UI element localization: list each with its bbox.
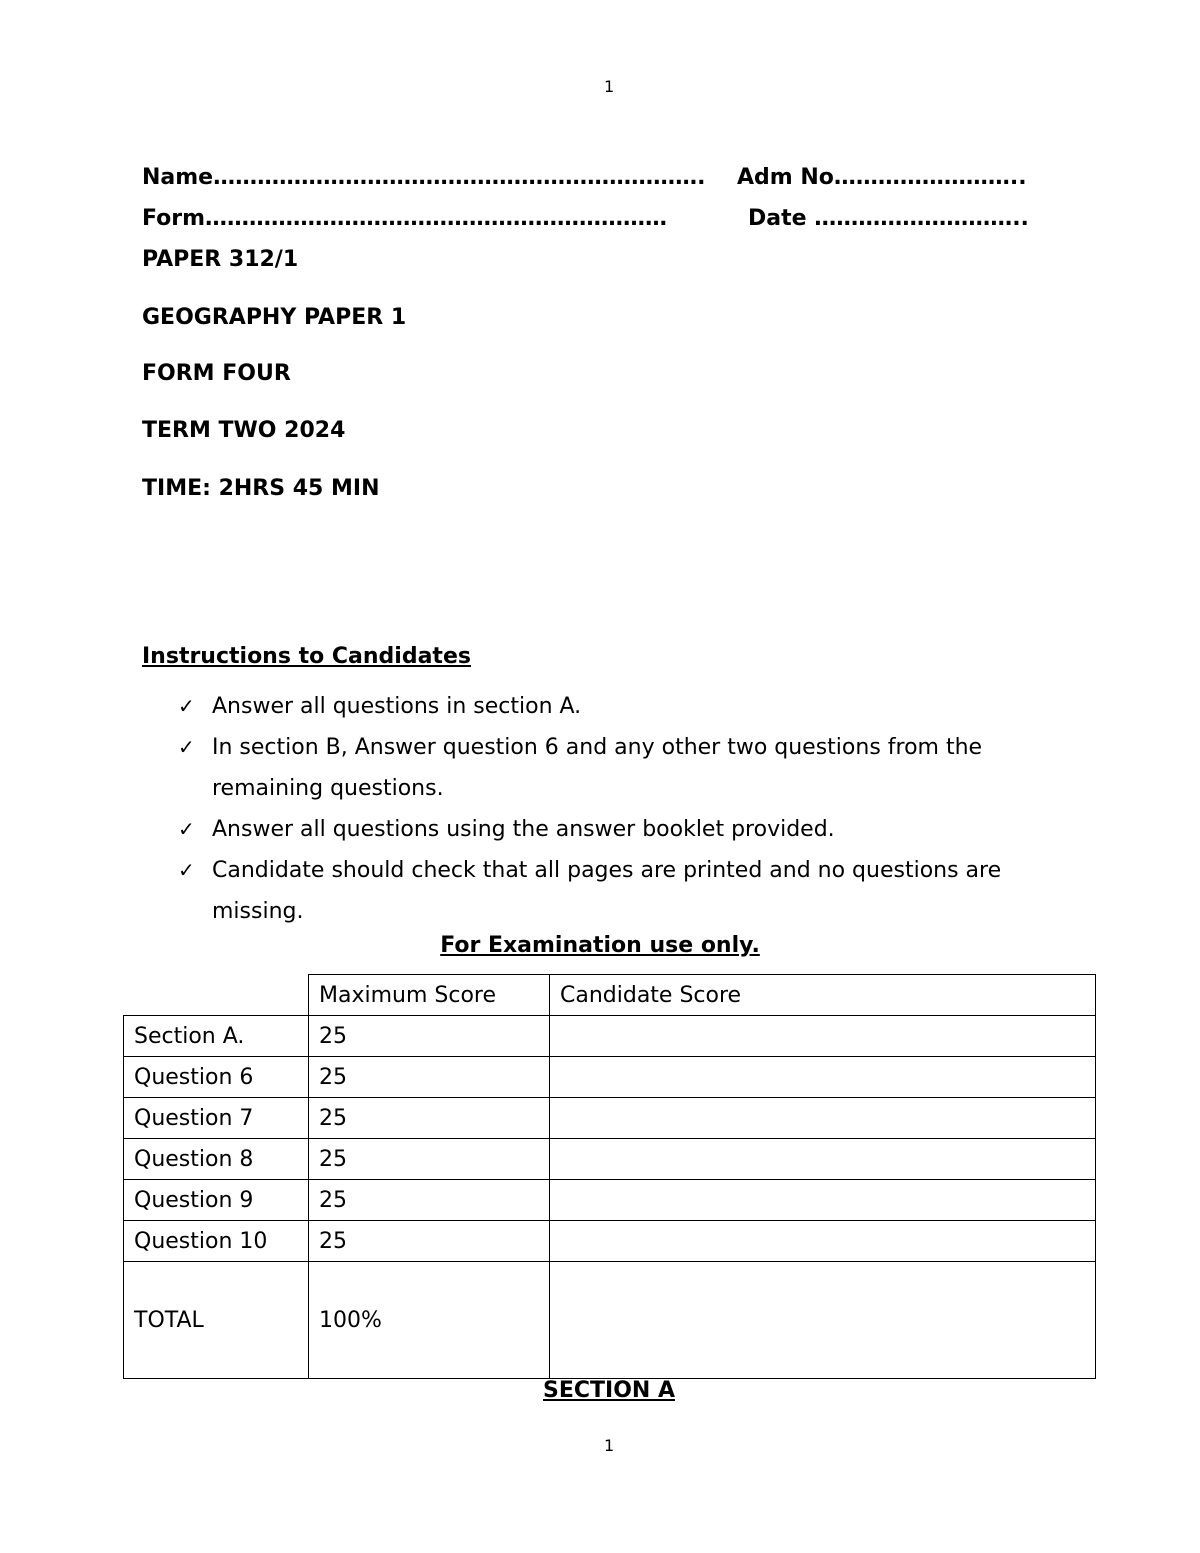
candidate-score-cell <box>550 1180 1096 1221</box>
page-number-top: 1 <box>604 77 615 96</box>
table-row <box>124 1098 1096 1139</box>
paper-term: TERM TWO 2024 <box>142 418 346 443</box>
max-score-cell: 25 <box>309 1139 550 1180</box>
form-field-label: Form……………………………………………………… <box>142 206 668 231</box>
total-max-cell: 100% <box>309 1262 550 1379</box>
max-score-cell: 25 <box>309 1221 550 1262</box>
paper-time: TIME: 2HRS 45 MIN <box>142 476 380 501</box>
table-header-cell: Maximum Score <box>309 975 550 1016</box>
candidate-score-cell <box>550 1139 1096 1180</box>
table-header-row <box>124 975 1096 1016</box>
section-a-heading: SECTION A <box>542 1378 675 1403</box>
check-icon: ✓ <box>178 694 195 718</box>
row-label-cell: Question 10 <box>124 1221 309 1262</box>
paper-form: FORM FOUR <box>142 361 291 386</box>
instructions-list <box>178 686 1078 932</box>
instruction-item <box>178 686 1078 727</box>
max-score-cell: 25 <box>309 1057 550 1098</box>
max-score-cell: 25 <box>309 1180 550 1221</box>
row-label-cell: Question 6 <box>124 1057 309 1098</box>
table-row <box>124 1057 1096 1098</box>
name-field-label: Name…………………………………………………………. <box>142 165 706 190</box>
table-row <box>124 1016 1096 1057</box>
instruction-text: Answer all questions using the answer booklet provided. <box>212 817 835 842</box>
check-icon: ✓ <box>178 858 195 882</box>
table-row <box>124 1180 1096 1221</box>
check-icon: ✓ <box>178 735 195 759</box>
instruction-item <box>178 727 1072 809</box>
instruction-text: In section B, Answer question 6 and any other two questions from the remaining questions. <box>212 735 983 801</box>
table-row <box>124 1221 1096 1262</box>
max-score-cell: 25 <box>309 1098 550 1139</box>
score-table <box>123 974 1096 1379</box>
page-number-bottom: 1 <box>604 1436 615 1455</box>
exam-use-title: For Examination use only. <box>440 933 760 958</box>
table-row <box>124 1139 1096 1180</box>
max-score-cell: 25 <box>309 1016 550 1057</box>
instructions-title: Instructions to Candidates <box>142 644 471 669</box>
paper-subject: GEOGRAPHY PAPER 1 <box>142 305 407 330</box>
row-label-cell: Question 8 <box>124 1139 309 1180</box>
table-total-row <box>124 1262 1096 1379</box>
instruction-item <box>178 809 1078 850</box>
candidate-score-cell <box>550 1098 1096 1139</box>
table-header-cell <box>124 975 309 1016</box>
total-candidate-cell <box>550 1262 1096 1379</box>
row-label-cell: Section A. <box>124 1016 309 1057</box>
instruction-text: Candidate should check that all pages are printed and no questions are missing. <box>212 858 1002 924</box>
candidate-score-cell <box>550 1016 1096 1057</box>
candidate-score-cell <box>550 1057 1096 1098</box>
date-field-label: Date ……………………….. <box>748 206 1029 231</box>
row-label-cell: Question 7 <box>124 1098 309 1139</box>
adm-no-field-label: Adm No…………………….. <box>737 165 1027 190</box>
instruction-item <box>178 850 1072 932</box>
paper-code: PAPER 312/1 <box>142 247 299 272</box>
table-header-cell: Candidate Score <box>550 975 1096 1016</box>
instruction-text: Answer all questions in section A. <box>212 694 582 719</box>
row-label-cell: Question 9 <box>124 1180 309 1221</box>
candidate-score-cell <box>550 1221 1096 1262</box>
total-label-cell: TOTAL <box>124 1262 309 1379</box>
check-icon: ✓ <box>178 817 195 841</box>
